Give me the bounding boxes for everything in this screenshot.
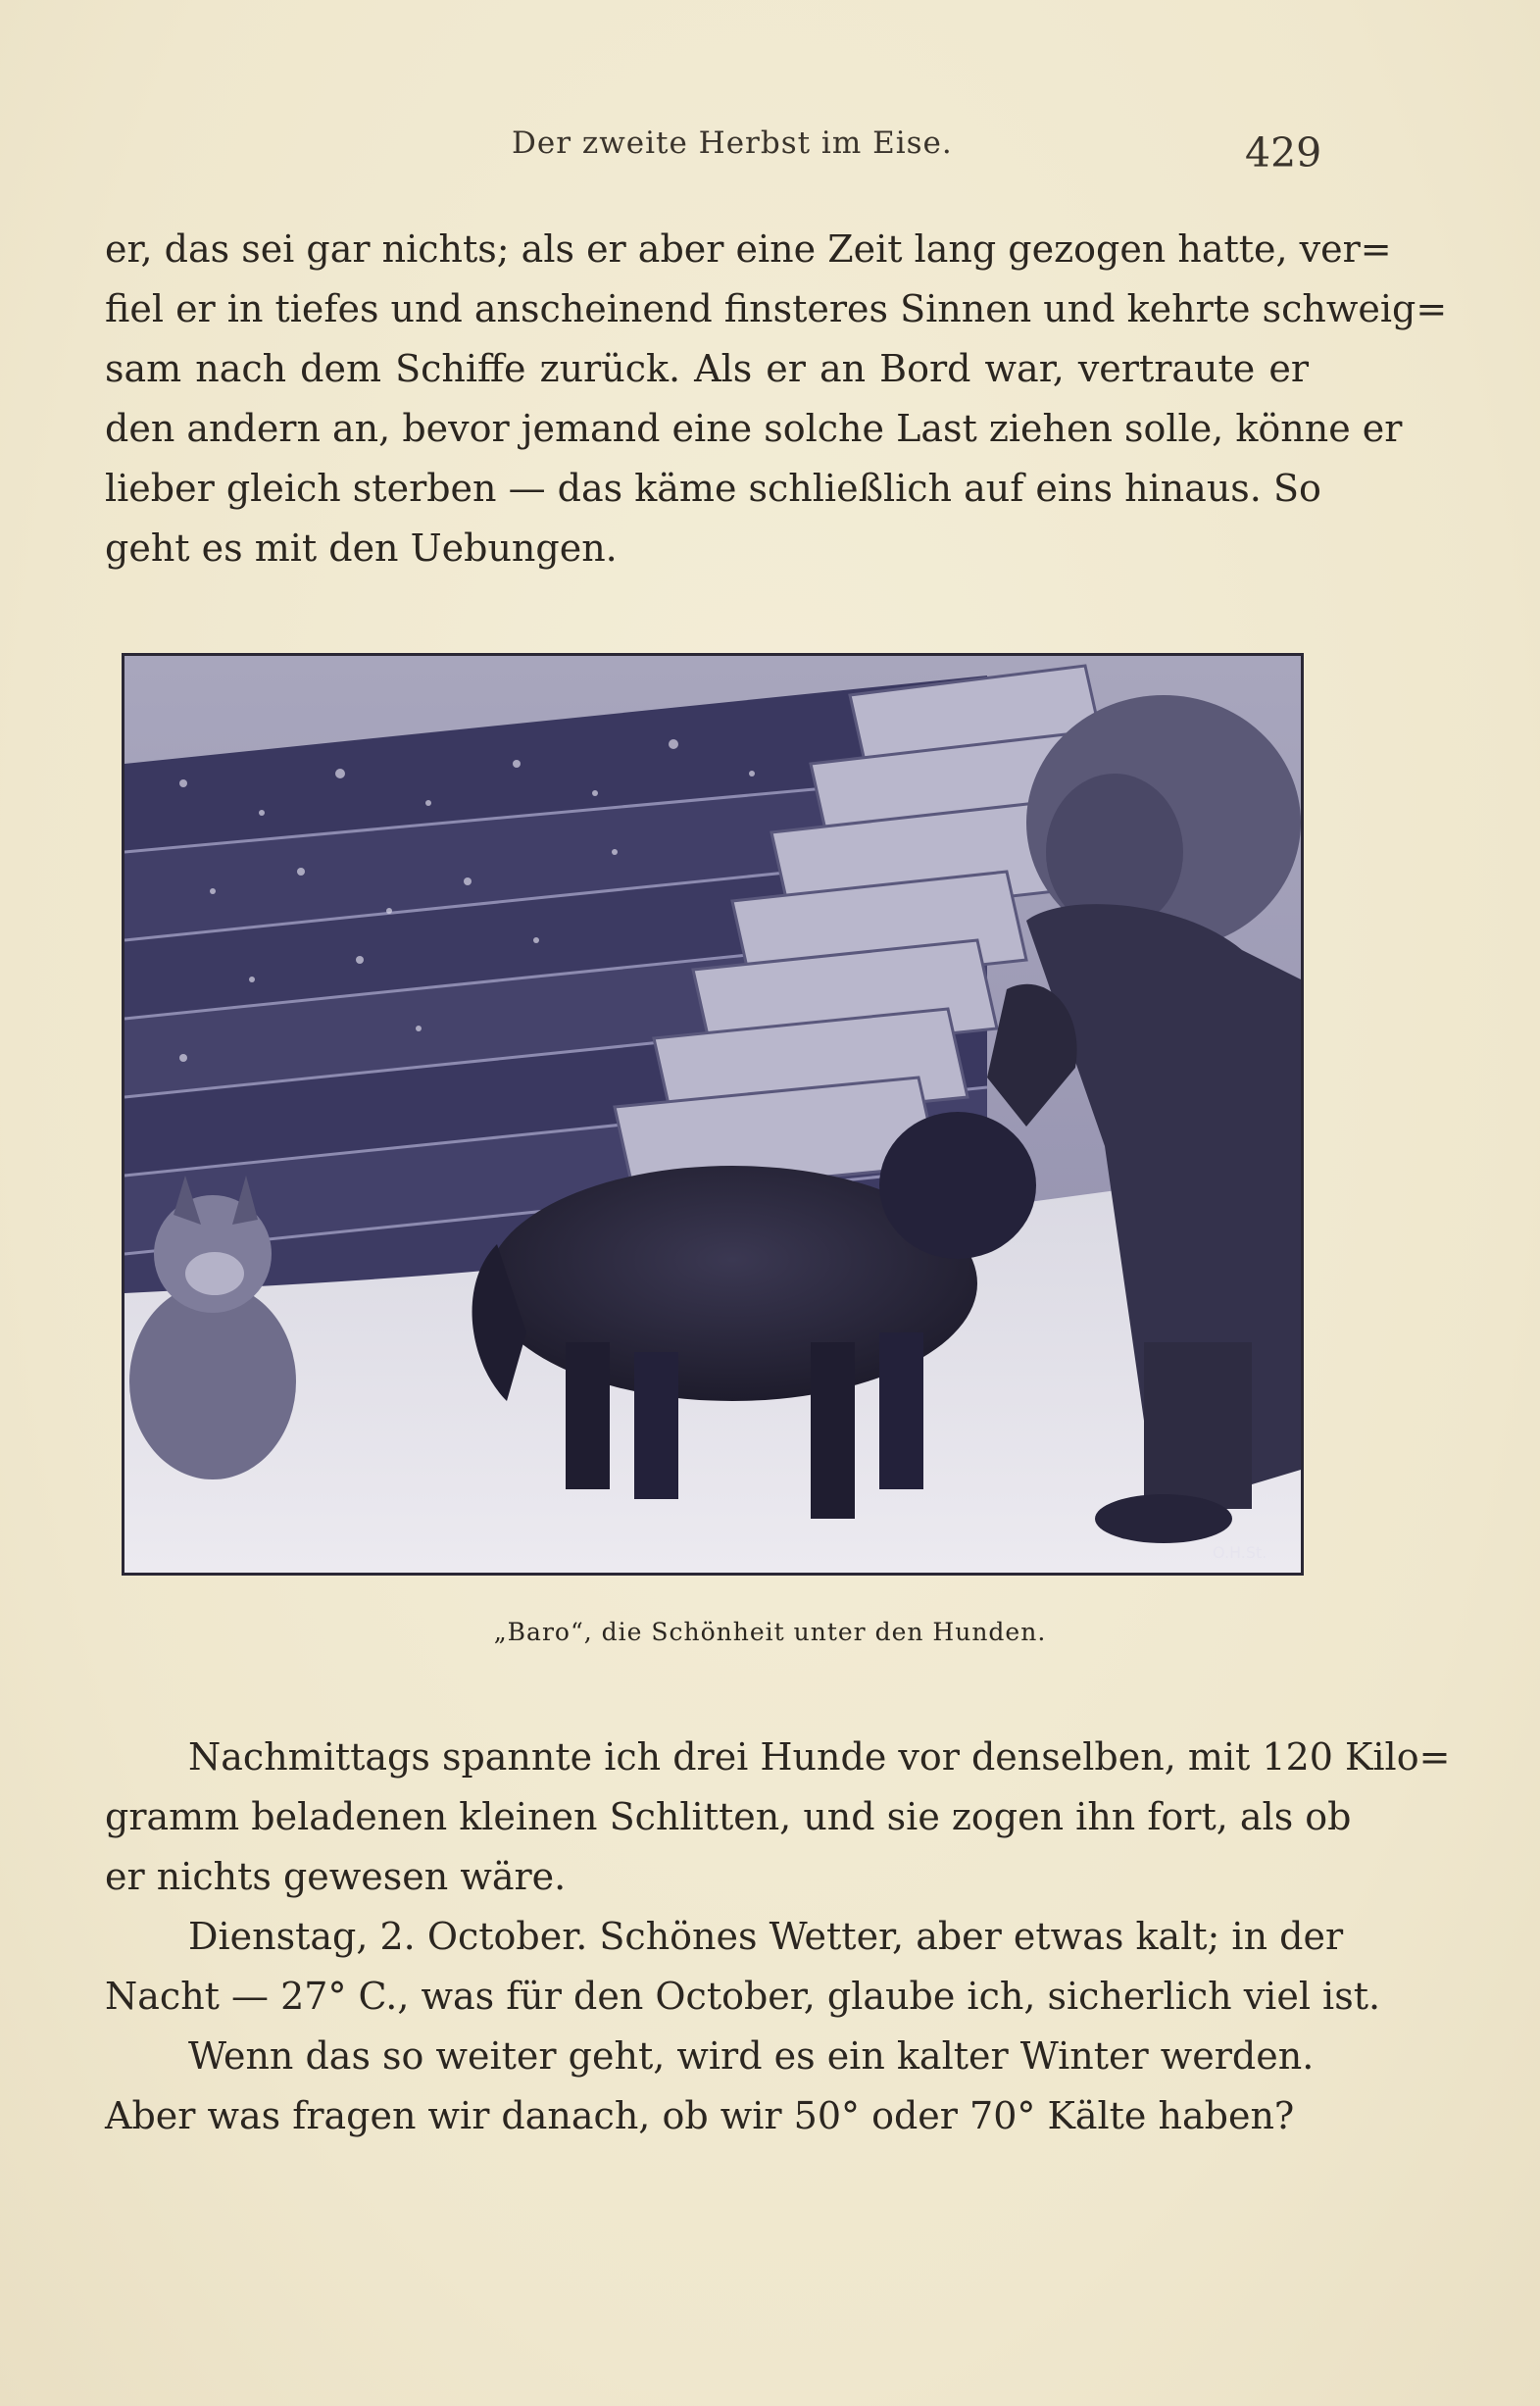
text-line: geht es mit den Uebungen. [105, 526, 618, 570]
text-line: fiel er in tiefes und anscheinend finsteres Sinnen und kehrte schweig= [105, 287, 1448, 330]
photographer-signature: O.H.St. [1213, 1543, 1267, 1562]
text-line: Dienstag, 2. October. Schönes Wetter, aber etwas kalt; in der [188, 1915, 1344, 1958]
text-line: Nachmittags spannte ich drei Hunde vor denselben, mit 120 Kilo= [188, 1735, 1451, 1779]
text-line: gramm beladenen kleinen Schlitten, und sie zogen ihn fort, als ob [105, 1795, 1352, 1838]
text-line: lieber gleich sterben — das käme schließlich auf eins hinaus. So [105, 467, 1321, 510]
text-line: den andern an, bevor jemand eine solche Last ziehen solle, könne er [105, 407, 1403, 450]
running-head: Der zweite Herbst im Eise. [512, 125, 953, 161]
page-number: 429 [1245, 129, 1322, 176]
figure-caption: „Baro“, die Schönheit unter den Hunden. [493, 1618, 1047, 1646]
text-line: sam nach dem Schiffe zurück. Als er an Bord war, vertraute er [105, 347, 1309, 390]
bottom-text [105, 1728, 1451, 2146]
text-line: Wenn das so weiter geht, wird es ein kalter Winter werden. [188, 2034, 1315, 2078]
photograph [122, 653, 1304, 1576]
text-line: er nichts gewesen wäre. [105, 1855, 567, 1898]
text-line: Aber was fragen wir danach, ob wir 50° oder 70° Kälte haben? [105, 2094, 1295, 2137]
text-line: er, das sei gar nichts; als er aber eine Zeit lang gezogen hatte, ver= [105, 227, 1392, 271]
text-line: Nacht — 27° C., was für den October, glaube ich, sicherlich viel ist. [105, 1975, 1381, 2018]
top-paragraph [105, 220, 1448, 578]
